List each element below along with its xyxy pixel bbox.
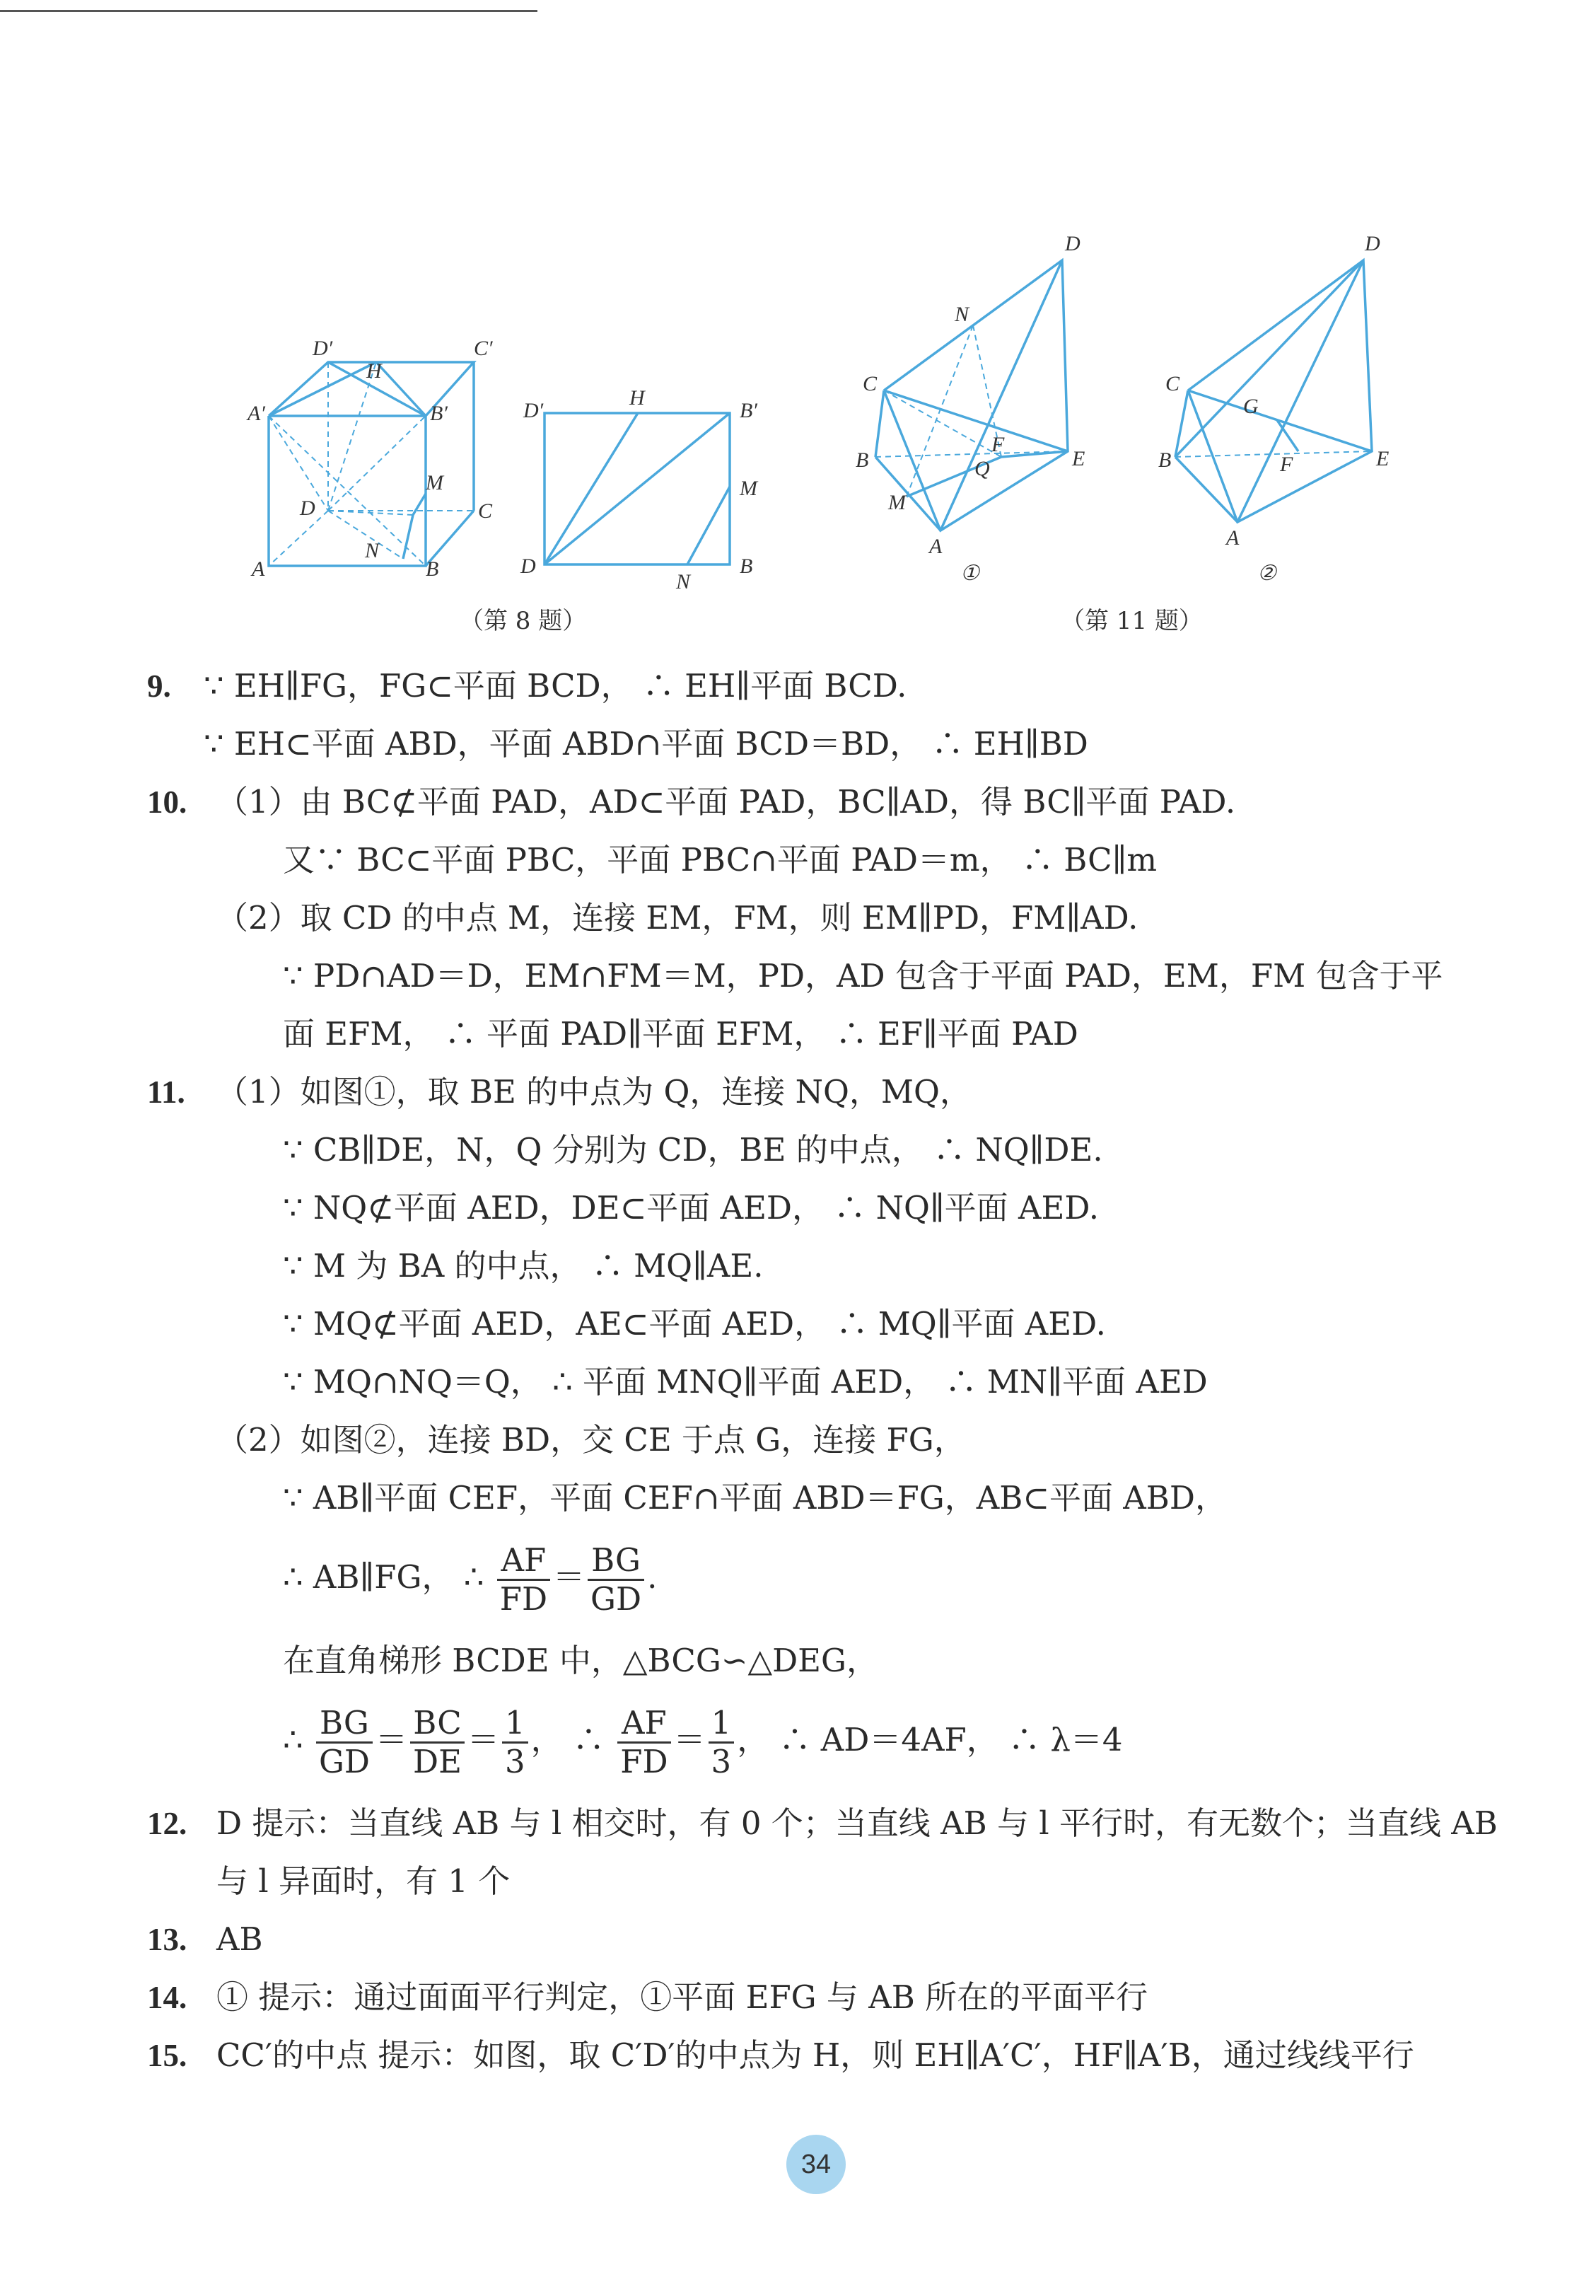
svg-text:E: E (1072, 447, 1085, 470)
svg-text:D: D (1365, 232, 1380, 255)
svg-text:A: A (252, 557, 265, 581)
svg-text:M: M (740, 477, 757, 500)
question-number-11: 11. (147, 1074, 185, 1110)
svg-text:B′: B′ (430, 402, 448, 425)
svg-text:C′: C′ (474, 337, 493, 360)
svg-text:①: ① (960, 562, 979, 585)
figure-8-section (516, 382, 771, 594)
svg-text:C: C (863, 372, 878, 395)
svg-text:B′: B′ (740, 399, 757, 422)
svg-text:F: F (1280, 453, 1293, 476)
figure-11-1 (856, 233, 1103, 601)
fraction-af-fd: $\frac{AF}{FD}$ (497, 1542, 550, 1618)
svg-text:D: D (1065, 232, 1080, 255)
svg-text:H: H (366, 359, 382, 383)
svg-text:B: B (426, 557, 439, 581)
svg-text:B: B (856, 448, 869, 472)
svg-text:A′: A′ (247, 402, 265, 425)
svg-text:H: H (629, 386, 645, 410)
question-number-9: 9. (147, 668, 171, 704)
figure-11-caption: （第 11 题） (1061, 607, 1203, 635)
question-number-13: 13. (147, 1922, 187, 1957)
svg-text:G: G (1243, 395, 1259, 418)
svg-text:D′: D′ (313, 337, 333, 360)
svg-text:N: N (676, 570, 691, 593)
svg-text:N: N (365, 539, 380, 562)
svg-text:D′: D′ (523, 399, 544, 422)
fraction-line-2: ∴ $\frac{BG}{GD}$ ＝ $\frac{BC}{DE}$ ＝ $\frac{1}{3}$ ， ∴ $\frac{AF}{FD}$ ＝ $\frac{1}{3}$ ， ∴ AD＝4AF， ∴ λ＝4 (283, 1704, 1123, 1780)
svg-text:F: F (991, 433, 1005, 456)
figure-11-2 (1160, 233, 1407, 601)
question-number-12: 12. (147, 1806, 187, 1841)
svg-text:B: B (1158, 448, 1172, 472)
question-number-15: 15. (147, 2038, 187, 2073)
svg-text:N: N (955, 303, 969, 326)
svg-text:E: E (1376, 447, 1390, 470)
page-number-badge: 34 (786, 2135, 846, 2194)
svg-text:D: D (300, 497, 315, 520)
svg-text:M: M (426, 471, 443, 494)
question-number-10: 10. (147, 784, 187, 820)
top-rule (0, 10, 537, 12)
fraction-bg-gd: $\frac{BG}{GD}$ (588, 1542, 644, 1618)
svg-text:C: C (1165, 372, 1180, 395)
svg-text:A: A (1226, 526, 1240, 550)
svg-text:②: ② (1257, 562, 1276, 585)
svg-text:B: B (740, 555, 753, 578)
svg-text:C: C (478, 499, 493, 523)
figure-8-caption: （第 8 题） (460, 607, 587, 635)
svg-text:D: D (520, 555, 536, 578)
svg-text:Q: Q (974, 457, 990, 480)
fraction-line-1: ∴ AB∥FG， ∴ $\frac{AF}{FD}$ ＝ $\frac{BG}{GD}$ . (283, 1541, 658, 1618)
svg-text:M: M (888, 491, 906, 514)
figure-8-cube (240, 332, 495, 587)
svg-text:A: A (929, 535, 943, 558)
question-number-14: 14. (147, 1980, 187, 2015)
